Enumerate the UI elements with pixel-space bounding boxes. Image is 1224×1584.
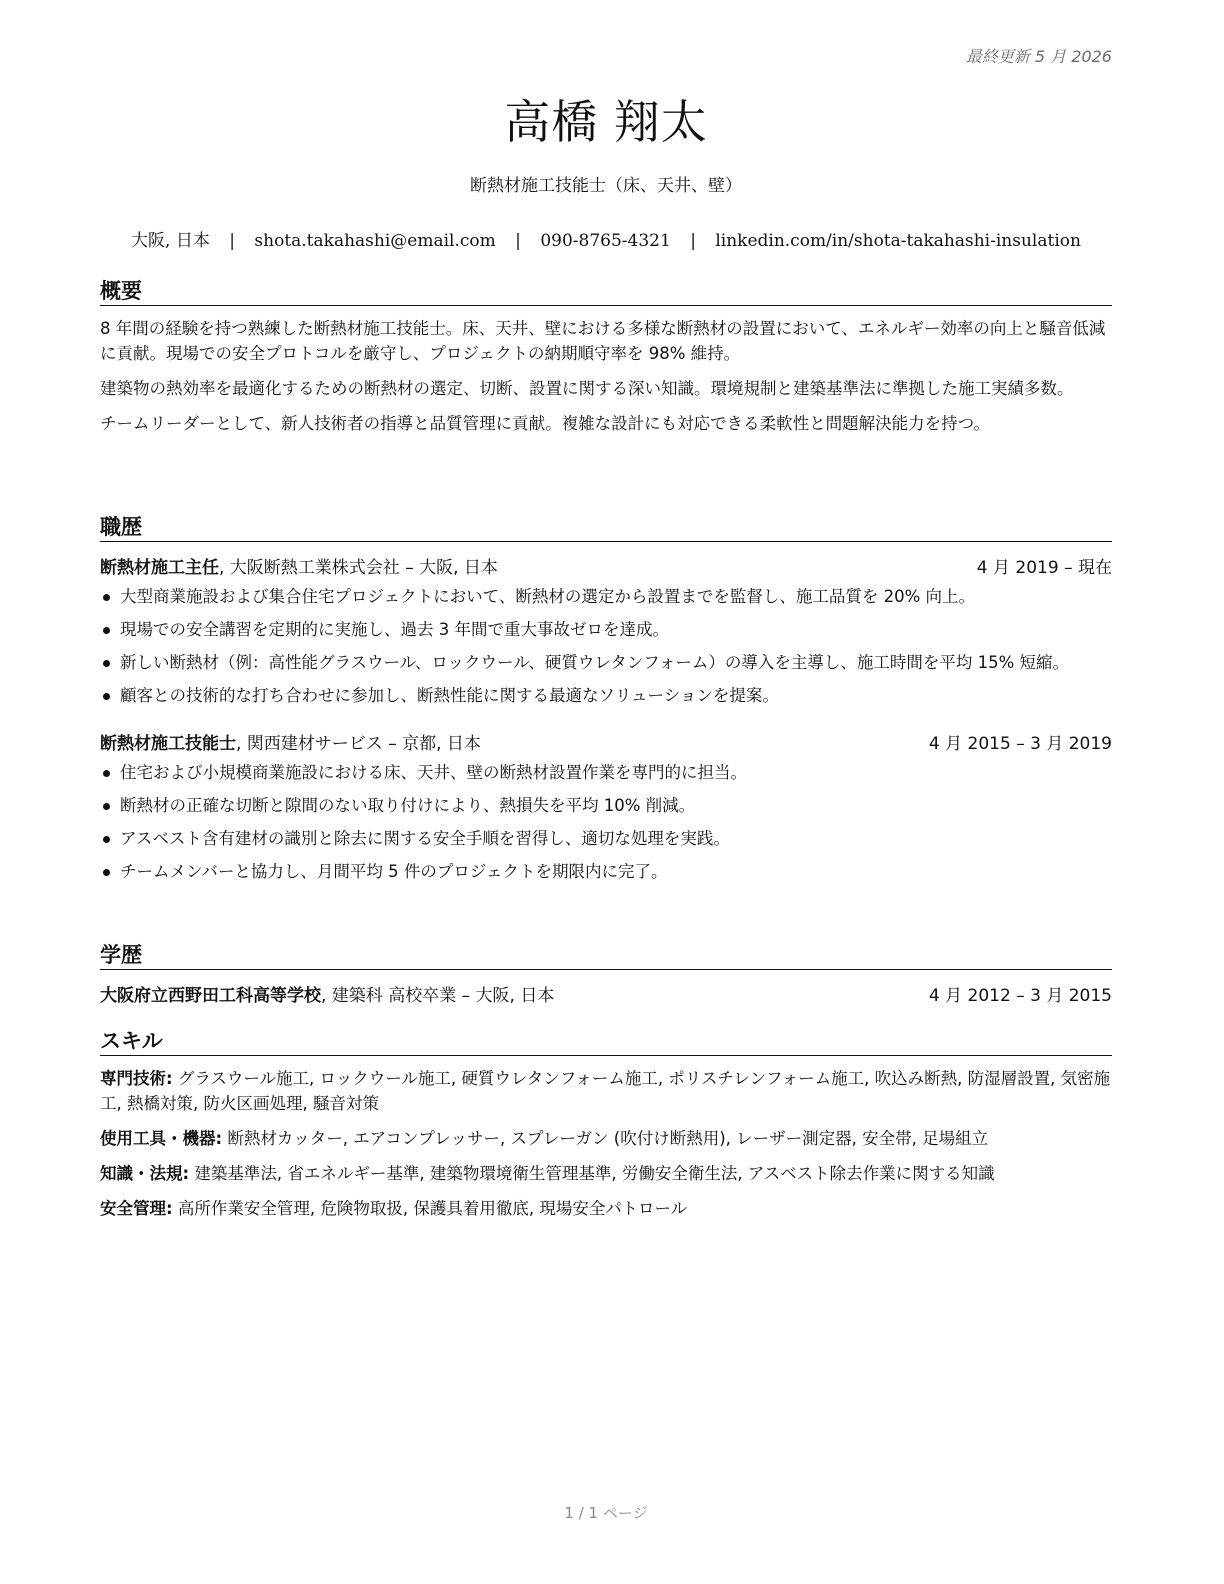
bullet-icon [103,627,110,634]
job-dates: 4 月 2019 – 現在 [976,558,1112,578]
contact-separator: | [690,231,696,251]
skill-row [100,1161,1112,1186]
skill-label: 専門技術: [100,1069,173,1088]
job-org: , 関西建材サービス – 京都, 日本 [236,734,481,754]
skill-label: 使用工具・機器: [100,1129,223,1148]
summary-paragraph: チームリーダーとして、新人技術者の指導と品質管理に貢献。複雑な設計にも対応できる柔軟性と問題解決能力を持つ。 [100,414,991,433]
skill-row [100,1066,1112,1116]
job-role: 断熱材施工主任 [100,558,219,578]
contact-linkedin[interactable]: linkedin.com/in/shota-takahashi-insulation [715,231,1081,251]
contact-separator: | [229,231,235,251]
skill-text: 建築基準法, 省エネルギー基準, 建築物環境衛生管理基準, 労働安全衛生法, アスベスト除去作業に関する知識 [189,1164,995,1183]
skill-row [100,1126,1112,1151]
list-item [100,793,1112,818]
list-item [100,826,1112,851]
contact-separator: | [515,231,521,251]
job-bullets [100,760,1112,884]
bullet-icon [103,693,110,700]
bullet-icon [103,836,110,843]
skill-text: 断熱材カッター, エアコンプレッサー, スプレーガン (吹付け断熱用), レーザー測定器, 安全帯, 足場組立 [222,1129,989,1148]
skill-text: グラスウール施工, ロックウール施工, 硬質ウレタンフォーム施工, ポリスチレンフォーム施工, 吹込み断熱, 防湿層設置, 気密施工, 熱橋対策, 防火区画処理, 騒音対策 [100,1069,1111,1113]
candidate-name: 高橋 翔太 [504,95,708,149]
summary-paragraph: 建築物の熱効率を最適化するための断熱材の選定、切断、設置に関する深い知識。環境規制と建築基準法に準拠した施工実績多数。 [100,379,1074,398]
education-detail: , 建築科 高校卒業 – 大阪, 日本 [321,986,555,1006]
school-name: 大阪府立西野田工科高等学校 [100,986,321,1006]
skills-section [100,1028,1112,1221]
section-heading: 概要 [100,278,1112,306]
education-section [100,942,1112,1008]
summary-paragraph: 8 年間の経験を持つ熟練した断熱材施工技能士。床、天井、壁における多様な断熱材の設置において、エネルギー効率の向上と騒音低減に貢献。現場での安全プロトコルを厳守し、プロジェクトの納期順守率を 98% 維持。 [100,319,1106,363]
bullet-icon [103,594,110,601]
job-header [100,732,1112,756]
bullet-text: 新しい断熱材（例：高性能グラスウール、ロックウール、硬質ウレタンフォーム）の導入を主導し、施工時間を平均 15% 短縮。 [120,653,1070,672]
contact-location: 大阪, 日本 [131,231,210,251]
skill-row [100,1196,1112,1221]
job-role: 断熱材施工技能士 [100,734,236,754]
contact-email[interactable]: shota.takahashi@email.com [254,231,496,251]
last-updated: 最終更新 5 月 2026 [965,47,1112,66]
list-item [100,760,1112,785]
contact-line [100,226,1112,251]
section-heading: スキル [100,1028,1112,1056]
bullet-icon [103,803,110,810]
list-item [100,683,1112,708]
bullet-text: 断熱材の正確な切断と隙間のない取り付けにより、熱損失を平均 10% 削減。 [120,796,696,815]
experience-section [100,514,1112,892]
bullet-text: 現場での安全講習を定期的に実施し、過去 3 年間で重大事故ゼロを達成。 [120,620,669,639]
contact-phone[interactable]: 090-8765-4321 [540,231,671,251]
job-title: 断熱材施工技能士（床、天井、壁） [470,176,742,196]
education-dates: 4 月 2012 – 3 月 2015 [928,986,1112,1006]
section-heading: 学歴 [100,942,1112,970]
skill-label: 知識・法規: [100,1164,190,1183]
summary-section [100,278,1112,436]
resume-page [100,0,1112,1584]
bullet-text: 大型商業施設および集合住宅プロジェクトにおいて、断熱材の選定から設置までを監督し、施工品質を 20% 向上。 [120,587,976,606]
job-header [100,556,1112,580]
job-org: , 大阪断熱工業株式会社 – 大阪, 日本 [219,558,498,578]
bullet-text: チームメンバーと協力し、月間平均 5 件のプロジェクトを期限内に完了。 [120,862,668,881]
list-item [100,859,1112,884]
bullet-icon [103,869,110,876]
list-item [100,650,1112,675]
bullet-text: 住宅および小規模商業施設における床、天井、壁の断熱材設置作業を専門的に担当。 [120,763,747,782]
job-dates: 4 月 2015 – 3 月 2019 [928,734,1112,754]
education-row [100,984,1112,1008]
skill-label: 安全管理: [100,1199,173,1218]
skill-text: 高所作業安全管理, 危険物取扱, 保護具着用徹底, 現場安全パトロール [172,1199,688,1218]
job-bullets [100,584,1112,708]
list-item [100,584,1112,609]
page-number: 1 / 1 ページ [564,1504,648,1522]
bullet-icon [103,660,110,667]
bullet-icon [103,770,110,777]
list-item [100,617,1112,642]
bullet-text: アスベスト含有建材の識別と除去に関する安全手順を習得し、適切な処理を実践。 [120,829,730,848]
section-heading: 職歴 [100,514,1112,542]
bullet-text: 顧客との技術的な打ち合わせに参加し、断熱性能に関する最適なソリューションを提案。 [120,686,779,705]
